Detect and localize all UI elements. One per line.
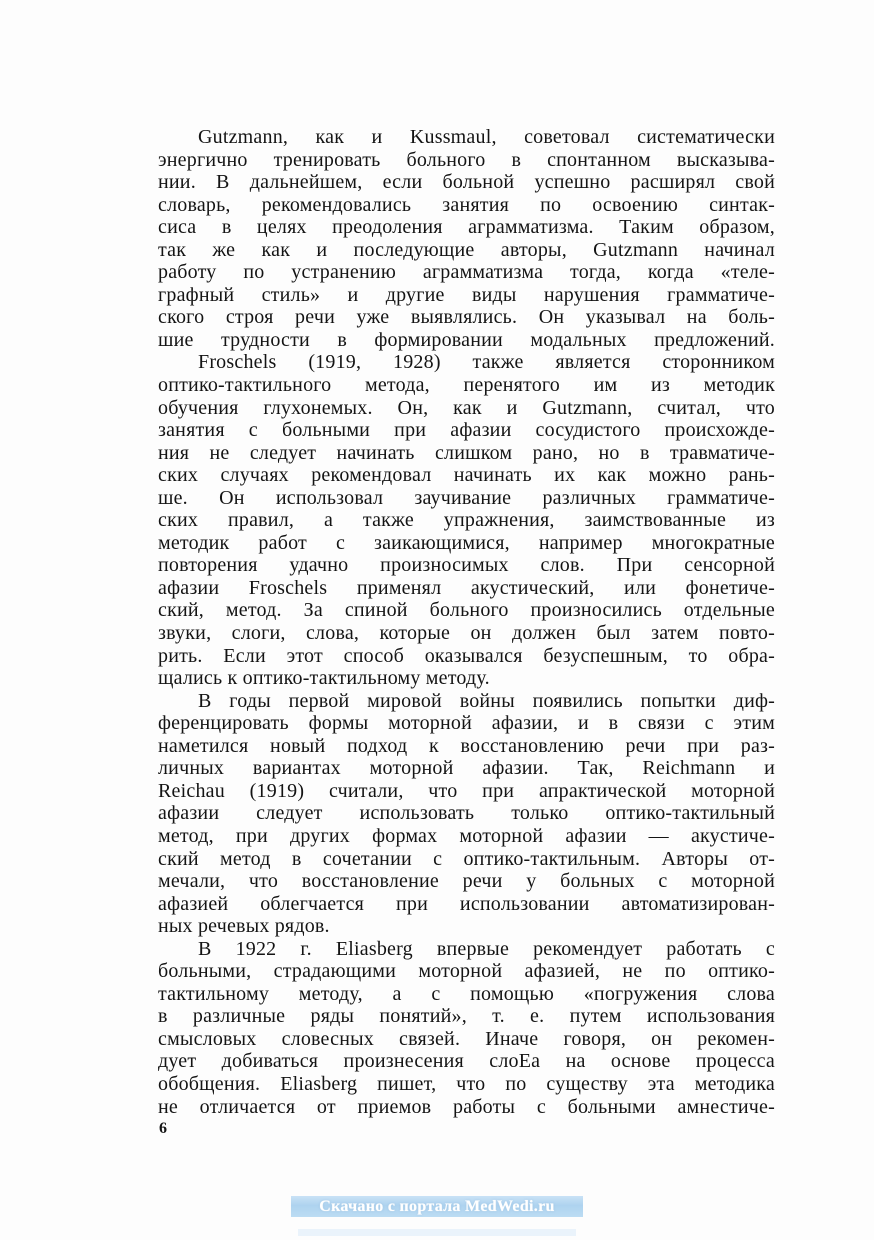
text-line: энергично тренировать больного в спонтанном высказыва-	[158, 148, 775, 171]
text-line: ния не следует начинать слишком рано, но в травматиче-	[158, 441, 775, 464]
text-line: не отличается от приемов работы с больными амнестиче-	[158, 1095, 775, 1118]
text-line: ский метод в сочетании с оптико-тактильным. Авторы от-	[158, 847, 775, 870]
text-line: занятия с больными при афазии сосудистого происхожде-	[158, 419, 775, 442]
text-line: звуки, слоги, слова, которые он должен был затем повто-	[158, 622, 775, 645]
text-line: методик работ с заикающимися, например многократные	[158, 531, 775, 554]
text-line: сиса в целях преодоления аграмматизма. Таким образом,	[158, 216, 775, 239]
text-line: работу по устранению аграмматизма тогда, когда «теле-	[158, 261, 775, 284]
text-line: ше. Он использовал заучивание различных грамматиче-	[158, 486, 775, 509]
text-line: В годы первой мировой войны появились попытки диф-	[198, 689, 775, 712]
text-line: метод, при других формах моторной афазии — акустиче-	[158, 824, 775, 847]
text-line: ского строя речи уже выявлялись. Он указывал на боль-	[158, 306, 775, 329]
text-line: графный стиль» и другие виды нарушения грамматиче-	[158, 283, 775, 306]
text-line: ских случаях рекомендовал начинать их как можно рань-	[158, 464, 775, 487]
page-number: 6	[159, 1120, 167, 1137]
text-line: личных вариантах моторной афазии. Так, Reichmann и	[158, 757, 775, 780]
text-line: ных речевых рядов.	[158, 915, 330, 938]
text-line: афазией облегчается при использовании автоматизирован-	[158, 892, 775, 915]
text-line: Froschels (1919, 1928) также является сторонником	[198, 351, 775, 374]
text-line: рить. Если этот способ оказывался безуспешным, то обра-	[158, 644, 775, 667]
text-line: обобщения. Eliasberg пишет, что по существу эта методика	[158, 1072, 775, 1095]
text-line: ский, метод. За спиной больного произносились отдельные	[158, 599, 775, 622]
text-line: словарь, рекомендовались занятия по освоению синтак-	[158, 193, 775, 216]
text-line: нии. В дальнейшем, если больной успешно расширял свой	[158, 171, 775, 194]
text-line: ских правил, а также упражнения, заимствованные из	[158, 509, 775, 532]
text-line: шие трудности в формировании модальных предложений.	[158, 328, 775, 351]
text-line: в различные ряды понятий», т. е. путем использования	[158, 1005, 775, 1028]
text-line: афазии следует использовать только оптико-тактильный	[158, 802, 775, 825]
text-line: тактильному методу, а с помощью «погружения слова	[158, 982, 775, 1005]
text-line: ференцировать формы моторной афазии, и в связи с этим	[158, 712, 775, 735]
text-line: щались к оптико-тактильному методу.	[158, 667, 490, 690]
text-line: больными, страдающими моторной афазией, не по оптико-	[158, 960, 775, 983]
text-line: так же как и последующие авторы, Gutzmann начинал	[158, 238, 775, 261]
body-text	[158, 126, 775, 1118]
text-line: В 1922 г. Eliasberg впервые рекомендует работать с	[198, 937, 775, 960]
download-watermark-banner: Скачано с портала MedWedi.ru	[291, 1196, 583, 1217]
text-line: смысловых словесных связей. Иначе говоря, он рекомен-	[158, 1027, 775, 1050]
text-line: мечали, что восстановление речи у больных с моторной	[158, 870, 775, 893]
text-line: наметился новый подход к восстановлению речи при раз-	[158, 734, 775, 757]
text-line: дует добиваться произнесения слоЕа на основе процесса	[158, 1050, 775, 1073]
text-line: обучения глухонемых. Он, как и Gutzmann, считал, что	[158, 396, 775, 419]
text-line: повторения удачно произносимых слов. При сенсорной	[158, 554, 775, 577]
text-line: оптико-тактильного метода, перенятого им из методик	[158, 374, 775, 397]
text-line: Reichau (1919) считали, что при апрактической моторной	[158, 779, 775, 802]
download-watermark-banner-faint	[298, 1229, 576, 1236]
text-line: афазии Froschels применял акустический, или фонетиче-	[158, 576, 775, 599]
text-line: Gutzmann, как и Kussmaul, советовал систематически	[198, 126, 775, 148]
